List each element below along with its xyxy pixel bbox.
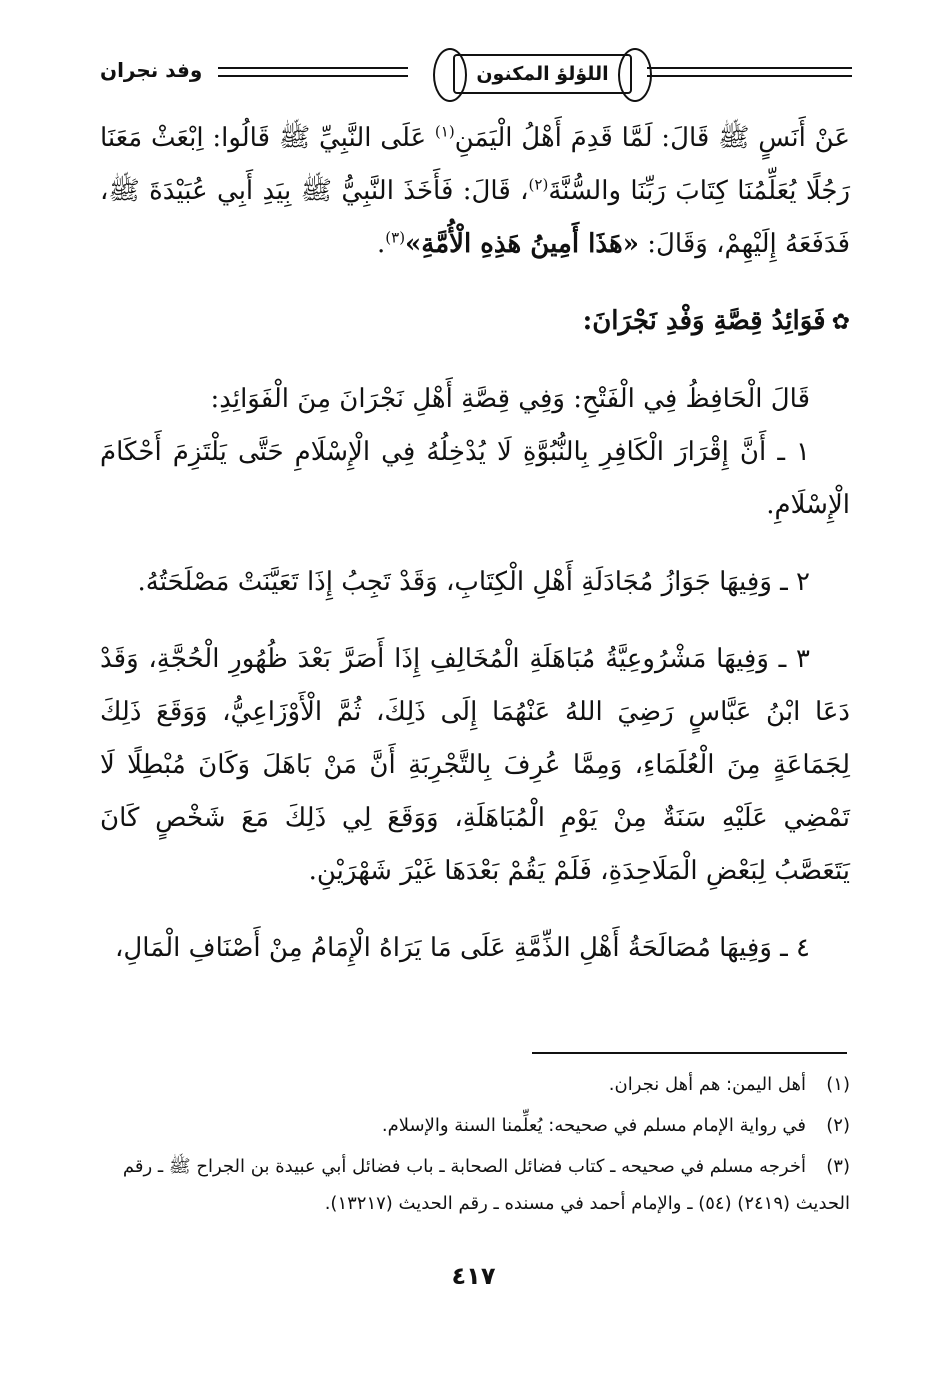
benefit-item-3: ٣ ـ وَفِيهَا مَشْرُوعِيَّةُ مُبَاهَلَةِ الْمُخَالِفِ إِذَا أَصَرَّ بَعْدَ ظُهُورِ الْحُجَّةِ، وَقَدْ دَعَا ابْنُ عَبَّاسٍ رَضِيَ اللهُ عَنْهُمَا إِلَى ذَلِكَ، ثُمَّ الْأَوْزَاعِيُّ، وَوَقَعَ ذَلِكَ لِجَمَاعَةٍ مِنَ الْعُلَمَاءِ، وَمِمَّا عُرِفَ بِالتَّجْرِبَةِ أَنَّ مَنْ بَاهَلَ وَكَانَ مُبْطِلًا لَا تَمْضِي عَلَيْهِ سَنَةٌ مِنْ يَوْمِ الْمُبَاهَلَةِ، وَوَقَعَ لِي ذَلِكَ مَعَ شَخْصٍ كَانَ يَتَعَصَّبُ لِبَعْضِ الْمَلَاحِدَةِ، فَلَمْ يَقُمْ بَعْدَهَا غَيْرَ شَهْرَيْنِ.: [100, 644, 850, 886]
footnote-ref-2: (٢): [528, 175, 549, 194]
section-title: وفد نجران: [100, 58, 203, 82]
hafiz-intro: قَالَ الْحَافِظُ فِي الْفَتْحِ: وَفِي قِصَّةِ أَهْلِ نَجْرَانَ مِنَ الْفَوَائِدِ:: [210, 384, 810, 414]
benefits-heading: فَوَائِدُ قِصَّةِ وَفْدِ نَجْرَانَ:: [582, 306, 826, 336]
footnote-number: (١): [826, 1074, 850, 1095]
hadith-quote: «هَذَا أَمِينُ هَذِهِ الْأُمَّةِ»: [405, 229, 639, 259]
page-number: ٤١٧: [451, 1262, 496, 1290]
footnote-3: [100, 1148, 850, 1222]
footnote-number: (٢): [826, 1115, 850, 1136]
hadith-text-part-3: ، قَالَ: فَأَخَذَ النَّبِيُّ ﷺ بِيَدِ أَبِي عُبَيْدَةَ ﷺ، فَدَفَعَهُ إِلَيْهِمْ، وَقَالَ:: [100, 176, 850, 259]
footnote-ref-3: (٣): [385, 228, 406, 247]
footnote-text: أخرجه مسلم في صحيحه ـ كتاب فضائل الصحابة ـ باب فضائل أبي عبيدة بن الجراح ﷺ ـ رقم الحديث (٢٤١٩) (٥٤) ـ والإمام أحمد في مسنده ـ رقم الحديث (١٣٢١٧).: [122, 1156, 850, 1214]
benefit-item-2: ٢ ـ وَفِيهَا جَوَازُ مُجَادَلَةِ أَهْلِ الْكِتَابِ، وَقَدْ تَجِبُ إِذَا تَعَيَّنَتْ مَصْلَحَتُهُ.: [137, 567, 810, 597]
page-header: [100, 40, 852, 108]
footnote-text: أهل اليمن: هم أهل نجران.: [608, 1074, 806, 1095]
header-rule-right: [647, 67, 852, 77]
benefits-heading-line: [100, 295, 850, 349]
main-text: [100, 112, 850, 975]
footnote-text: في رواية الإمام مسلم في صحيحه: يُعلِّمنا السنة والإسلام.: [381, 1115, 806, 1136]
book-title: اللؤلؤ المكنون: [453, 54, 632, 94]
hadith-paragraph: [100, 112, 850, 271]
header-rule-left: [218, 67, 408, 77]
footnote-number: (٣): [826, 1156, 850, 1177]
footnote-1: [100, 1066, 850, 1103]
footnote-2: [100, 1107, 850, 1144]
benefit-item-4: ٤ ـ وَفِيهَا مُصَالَحَةُ أَهْلِ الذِّمَّةِ عَلَى مَا يَرَاهُ الْإِمَامُ مِنْ أَصْنَافِ الْمَالِ،: [114, 933, 810, 963]
hadith-text-part-1: عَنْ أَنَسٍ ﷺ قَالَ: لَمَّا قَدِمَ أَهْلُ الْيَمَنِ: [454, 123, 850, 153]
hadith-text-part-2: عَلَى النَّبِيِّ ﷺ قَالُوا: اِبْعَثْ مَعَنَا رَجُلًا يُعَلِّمُنَا كِتَابَ رَبِّنَا والسُّنَّةَ: [100, 123, 851, 206]
hadith-end-punct: .: [377, 229, 386, 259]
footnotes: [100, 1066, 850, 1226]
flower-ornament-icon: ✿: [831, 310, 850, 335]
footnote-ref-1: (١): [434, 122, 455, 141]
footnote-divider: [532, 1052, 847, 1054]
benefit-item-1: ١ ـ أَنَّ إِقْرَارَ الْكَافِرِ بِالنُّبُوَّةِ لَا يُدْخِلُهُ فِي الْإِسْلَامِ حَتَّى يَلْتَزِمَ أَحْكَامَ الْإِسْلَامِ.: [100, 437, 850, 520]
